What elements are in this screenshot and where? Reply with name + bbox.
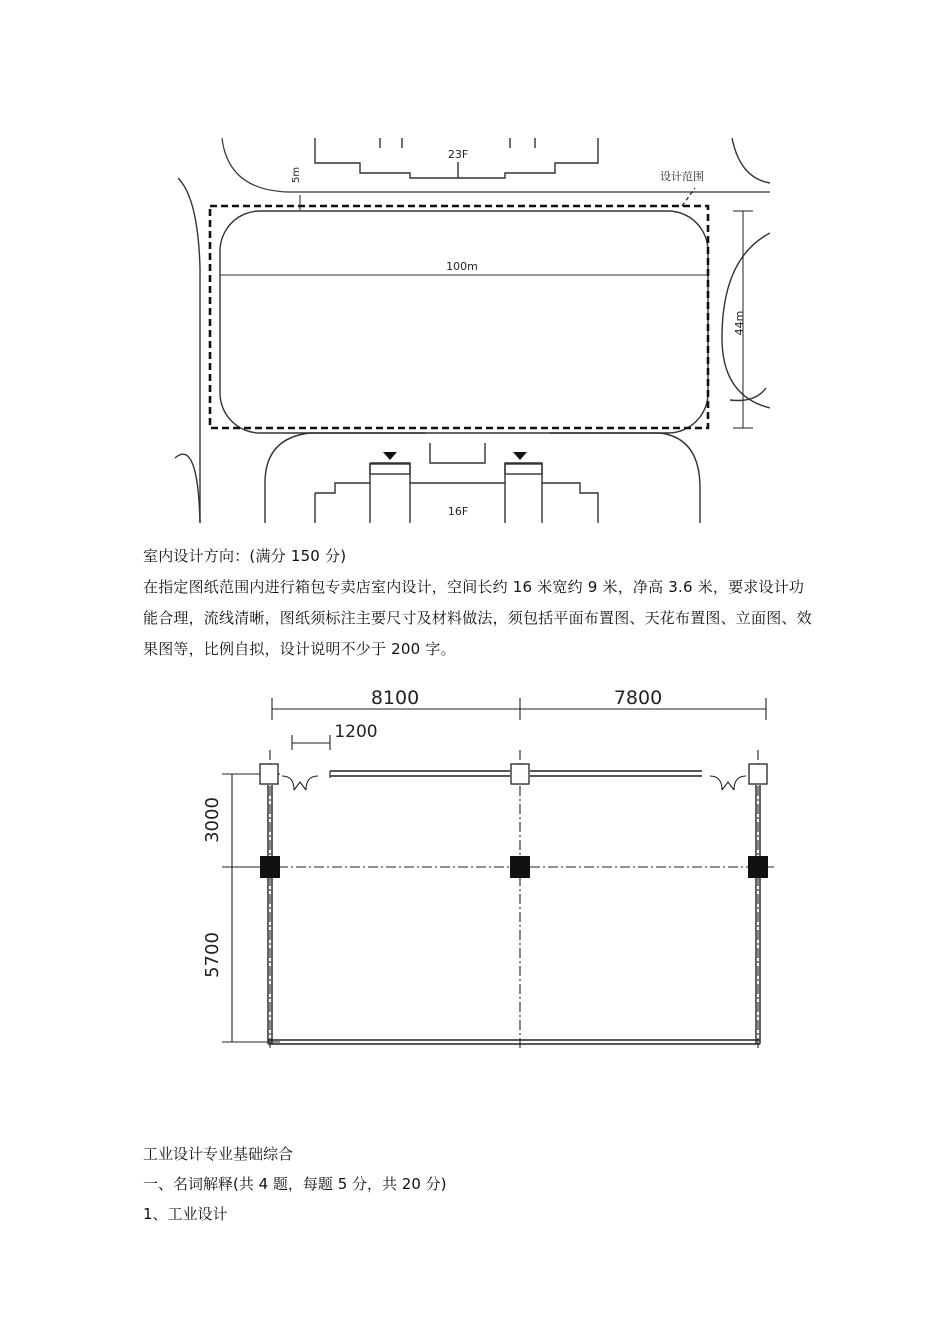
design-scope-boundary: [210, 206, 708, 428]
floor-plan-drawing: [190, 680, 790, 1055]
floor-plan-figure: [190, 680, 790, 1055]
dim-upper: 3000: [202, 797, 223, 843]
column-solid: [748, 856, 768, 878]
setback-label: 5m: [291, 166, 302, 183]
length-label: 100m: [446, 260, 478, 273]
column-hollow: [260, 764, 278, 784]
site-plan-drawing: [170, 138, 770, 523]
industrial-title: 工业设计专业基础综合: [143, 1145, 294, 1163]
design-scope-label: 设计范围: [660, 170, 704, 183]
interior-description: 在指定图纸范围内进行箱包专卖店室内设计，空间长约 16 米宽约 9 米，净高 3.6 米，要求设计功能合理，流线清晰，图纸须标注主要尺寸及材料做法，须包括平面布置图、天花布置图、立面图、效果图等，比例自拟，设计说明不少于 200 字。: [143, 578, 812, 658]
column-solid: [260, 856, 280, 878]
item-one: 1、工业设计: [143, 1205, 228, 1223]
column-hollow: [749, 764, 767, 784]
top-building-label: 23F: [447, 148, 469, 161]
dim-right-bay: 7800: [613, 687, 663, 709]
column-hollow: [511, 764, 529, 784]
dim-lower: 5700: [202, 932, 223, 978]
interior-title: 室内设计方向：(满分 150 分): [143, 547, 347, 565]
entrance-triangle-icon: [513, 452, 527, 460]
dim-left-bay: 8100: [370, 687, 420, 709]
column-solid: [510, 856, 530, 878]
site-plan-figure: [170, 138, 770, 523]
width-label: 44m: [733, 310, 746, 336]
dim-door: 1200: [334, 722, 378, 742]
bottom-building-label: 16F: [447, 505, 469, 518]
interior-section: [143, 541, 813, 665]
entrance-triangle-icon: [383, 452, 397, 460]
section-one-heading: 一、名词解释(共 4 题，每题 5 分，共 20 分): [143, 1175, 447, 1193]
